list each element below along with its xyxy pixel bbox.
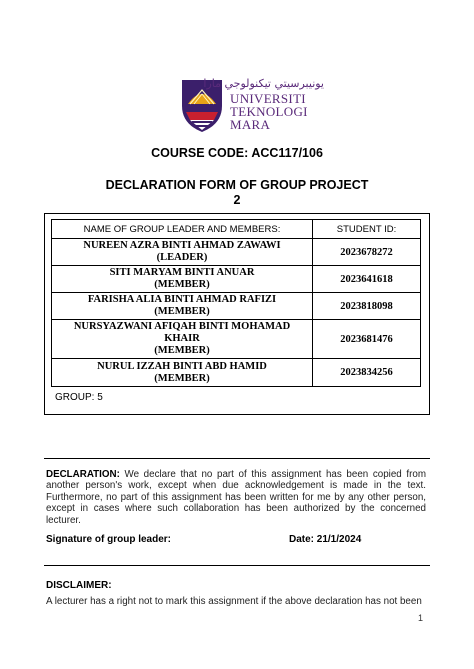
member-name-cell: [52, 239, 313, 266]
student-id: 2023678272: [313, 239, 421, 266]
group-number: GROUP: 5: [55, 392, 103, 403]
member-name-cell: [52, 320, 313, 359]
divider-bottom: [44, 565, 430, 566]
logo-line-3: MARA: [230, 117, 271, 132]
member-role: (MEMBER): [154, 372, 210, 384]
member-name: FARISHA ALIA BINTI AHMAD RAFIZI: [87, 294, 277, 305]
header-name: NAME OF GROUP LEADER AND MEMBERS:: [52, 220, 313, 239]
student-id: 2023681476: [313, 320, 421, 359]
student-id: 2023834256: [313, 359, 421, 387]
disclaimer-text: A lecturer has a right not to mark this assignment if the above declaration has not been: [46, 596, 422, 607]
member-role: (MEMBER): [154, 279, 210, 290]
declaration-paragraph: [46, 469, 426, 526]
member-name-continued: KHAIR: [164, 333, 200, 344]
member-role: (MEMBER): [154, 345, 210, 356]
page-number: 1: [418, 613, 424, 623]
member-name-cell: [52, 266, 313, 293]
member-name-cell: [52, 293, 313, 320]
table-row: [52, 266, 421, 293]
date-label: Date: 21/1/2024: [289, 534, 362, 545]
form-title-line-1: DECLARATION FORM OF GROUP PROJECT: [105, 178, 369, 192]
table-header-row: [52, 220, 421, 239]
declaration-text: We declare that no part of this assignment has been copied from another person's work, except when due acknowledgement is made in the text. Furthermore, no part of this assignment has been written for me by any other person, except in cases where such collaboration has been authorized by the concerned lecturer.: [46, 469, 426, 526]
logo-line-2: TEKNOLOGI: [230, 104, 308, 119]
student-id: 2023641618: [313, 266, 421, 293]
course-code: COURSE CODE: ACC117/106: [151, 146, 323, 160]
member-name: NUREEN AZRA BINTI AHMAD ZAWAWI: [83, 240, 281, 251]
table-row: [52, 239, 421, 266]
member-name-cell: [52, 359, 313, 387]
disclaimer-label: DISCLAIMER:: [46, 580, 112, 591]
table-row: [52, 359, 421, 387]
declaration-label: DECLARATION:: [46, 469, 120, 480]
divider-top: [44, 458, 430, 459]
student-id: 2023818098: [313, 293, 421, 320]
logo-wordmark: [230, 92, 308, 131]
member-role: (MEMBER): [154, 306, 210, 317]
table-row: [52, 320, 421, 359]
form-title: [0, 178, 474, 208]
member-name: NURUL IZZAH BINTI ABD HAMID: [97, 360, 267, 372]
members-box: [44, 213, 430, 415]
header-student-id: STUDENT ID:: [313, 220, 421, 239]
logo-jawi-script: يونيبرسيتي تيکنولوجي مارا: [203, 77, 324, 90]
form-title-line-2: 2: [233, 193, 241, 207]
table-row: [52, 293, 421, 320]
logo-line-1: UNIVERSITI: [230, 91, 306, 106]
member-name: SITI MARYAM BINTI ANUAR: [109, 267, 255, 278]
member-name: NURSYAZWANI AFIQAH BINTI MOHAMAD: [73, 321, 291, 332]
signature-label: Signature of group leader:: [46, 534, 172, 545]
members-table: [51, 219, 421, 387]
member-role: (LEADER): [156, 252, 208, 263]
